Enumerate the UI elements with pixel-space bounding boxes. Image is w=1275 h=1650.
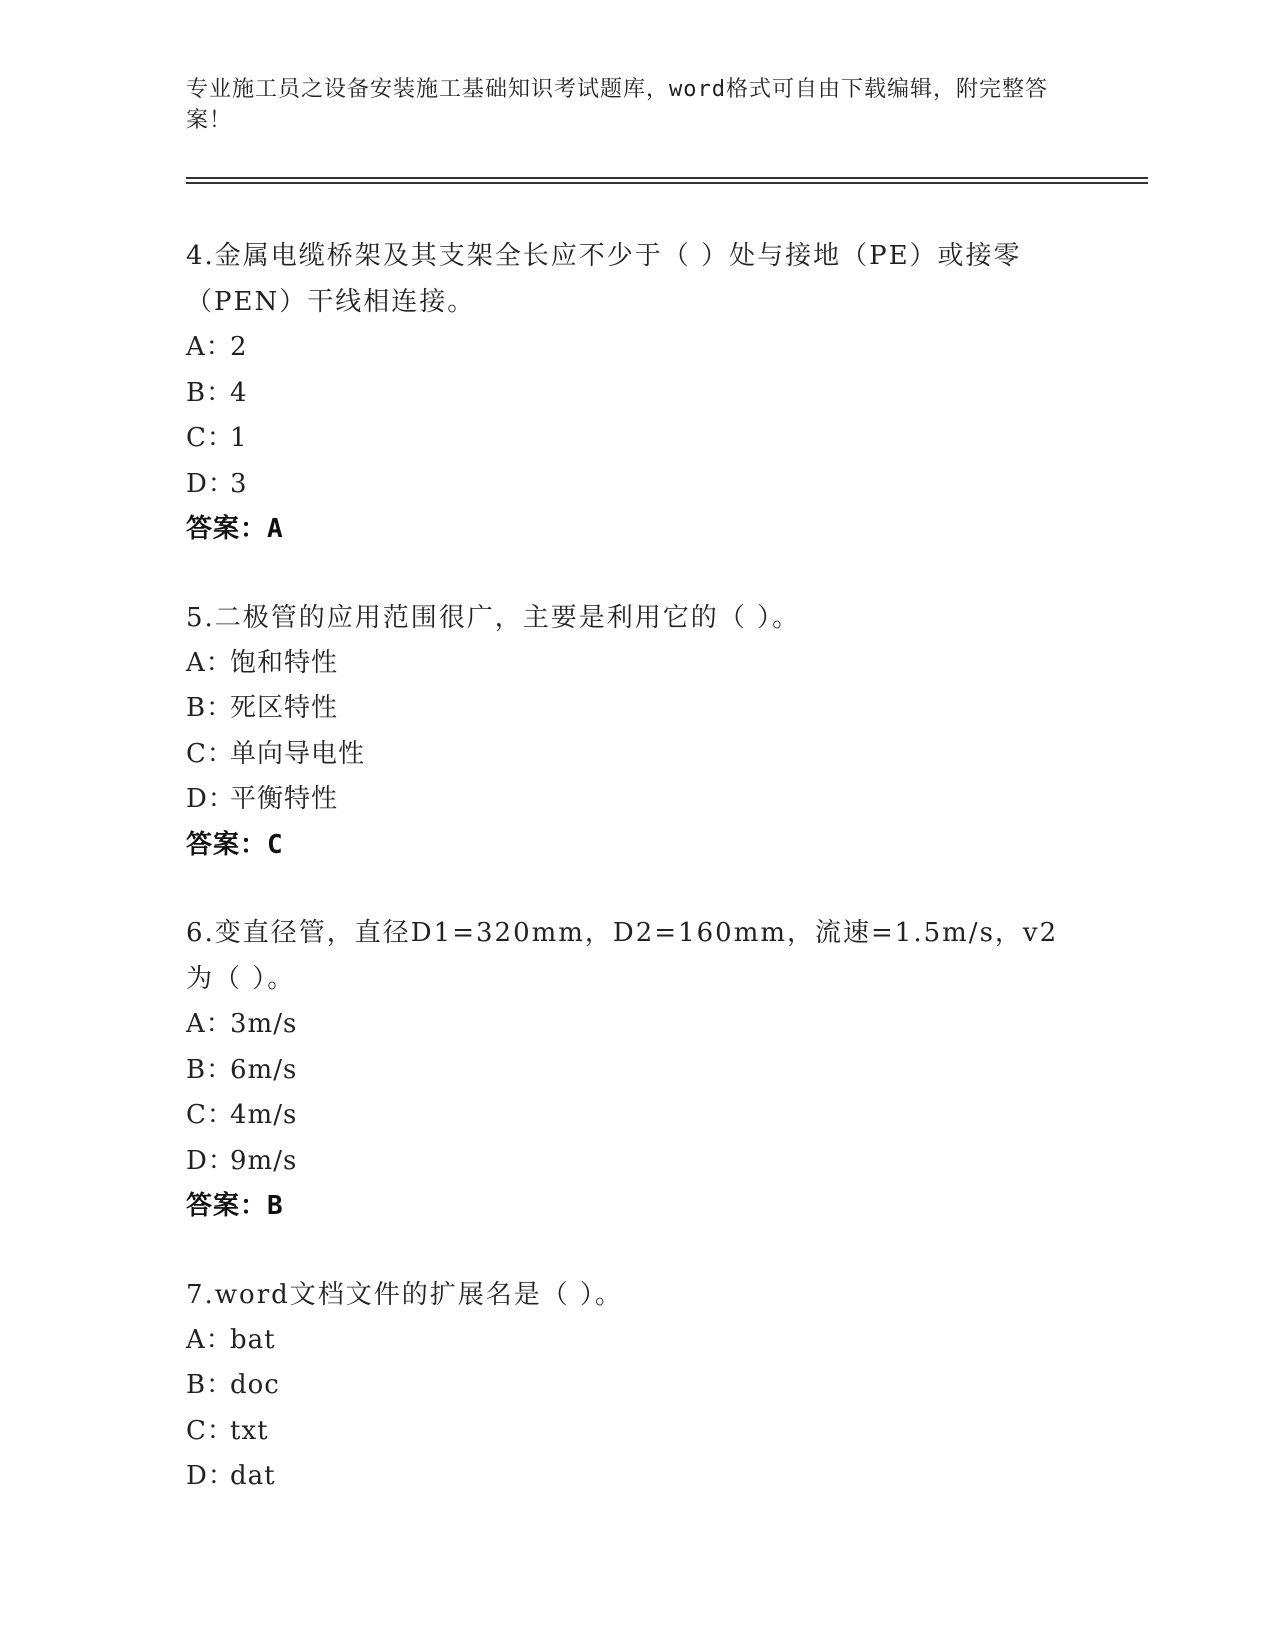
question-item: [186, 910, 1086, 1230]
option-key: A：: [186, 1324, 233, 1355]
option-value: 1: [230, 423, 248, 453]
option-b: [186, 686, 1086, 732]
option-c: [186, 1409, 1086, 1455]
option-c: [186, 416, 1086, 462]
option-b: [186, 371, 1086, 417]
option-value: bat: [230, 1324, 276, 1355]
option-key: C：: [186, 1415, 234, 1446]
question-text: 4.金属电缆桥架及其支架全长应不少于（ ）处与接地（PE）或接零（PEN）干线相连接。: [186, 241, 1022, 317]
option-value: 饱和特性: [230, 647, 339, 678]
answer-line: 答案：C: [186, 829, 284, 860]
option-key: D：: [186, 468, 235, 499]
option-a: [186, 325, 1086, 371]
option-b: [186, 1363, 1086, 1409]
question-text: 7.word文档文件的扩展名是（ ）。: [186, 1279, 624, 1310]
question-item: [186, 595, 1086, 869]
option-key: C：: [186, 738, 234, 769]
question-list: [186, 233, 1086, 1542]
option-value: 单向导电性: [230, 738, 366, 769]
option-value: 死区特性: [230, 693, 339, 723]
option-value: dat: [230, 1461, 276, 1491]
option-key: B：: [186, 377, 234, 408]
option-d: [186, 1139, 1086, 1185]
option-key: D：: [186, 1461, 235, 1491]
option-a: [186, 1318, 1086, 1364]
option-key: A：: [186, 647, 233, 678]
option-value: 6m/s: [230, 1054, 298, 1085]
option-d: [186, 462, 1086, 508]
option-key: A：: [186, 332, 233, 362]
option-value: doc: [230, 1370, 280, 1400]
question-text: 5.二极管的应用范围很广，主要是利用它的（ ）。: [186, 602, 801, 633]
option-c: [186, 732, 1086, 778]
header-divider-bottom: [186, 182, 1148, 184]
option-key: B：: [186, 1054, 234, 1085]
question-item: [186, 1272, 1086, 1500]
option-key: B：: [186, 1370, 234, 1400]
option-key: D：: [186, 1145, 235, 1176]
option-value: 9m/s: [230, 1145, 298, 1176]
option-value: 4m/s: [230, 1100, 298, 1130]
option-a: [186, 641, 1086, 687]
option-value: txt: [230, 1415, 269, 1446]
option-value: 平衡特性: [230, 784, 339, 814]
option-key: D：: [186, 784, 235, 814]
option-a: [186, 1002, 1086, 1048]
option-c: [186, 1093, 1086, 1139]
answer-line: 答案：B: [186, 1191, 284, 1221]
option-value: 3m/s: [230, 1009, 298, 1039]
option-value: 3: [230, 468, 248, 499]
document-header: 专业施工员之设备安装施工基础知识考试题库，word格式可自由下载编辑，附完整答案！: [186, 77, 1048, 133]
option-d: [186, 777, 1086, 823]
header-divider-top: [186, 177, 1148, 179]
question-item: [186, 233, 1086, 553]
option-key: B：: [186, 693, 234, 723]
answer-line: 答案：A: [186, 514, 284, 544]
option-d: [186, 1454, 1086, 1500]
option-key: A：: [186, 1009, 233, 1039]
question-text: 6.变直径管，直径D1=320mm，D2=160mm，流速=1.5m/s，v2为（ ）。: [186, 918, 1059, 994]
option-key: C：: [186, 1100, 234, 1130]
option-value: 2: [230, 332, 248, 362]
option-b: [186, 1048, 1086, 1094]
option-key: C：: [186, 423, 234, 453]
option-value: 4: [230, 377, 248, 408]
